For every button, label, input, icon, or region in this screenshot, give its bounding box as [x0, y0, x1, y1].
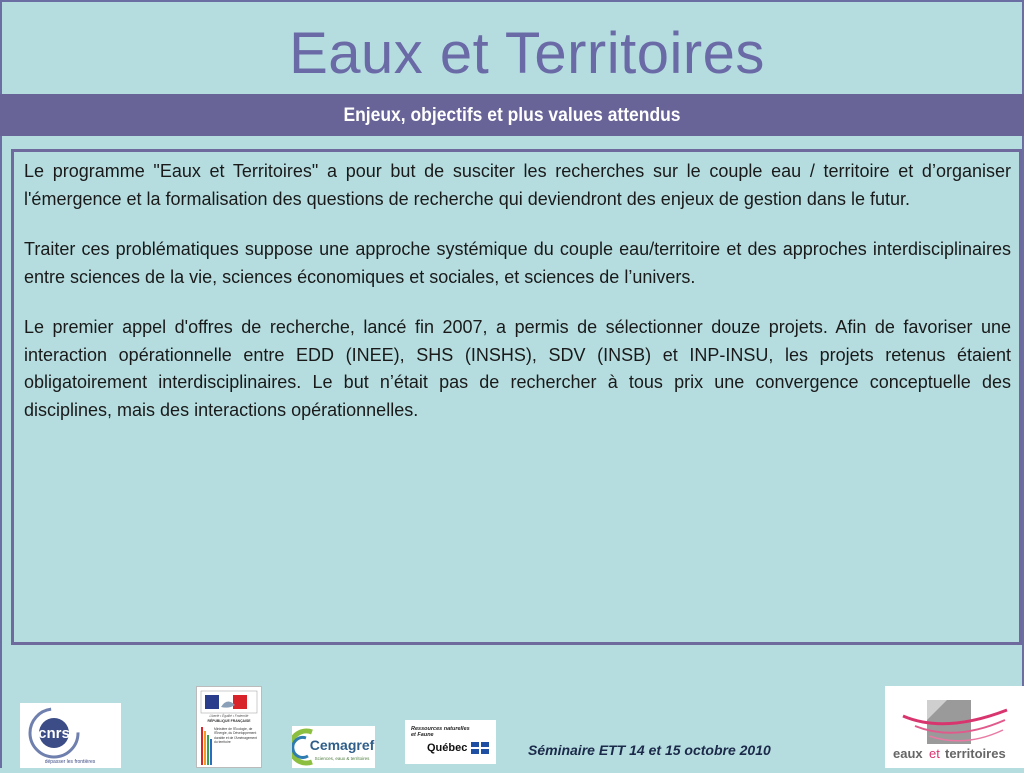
logo-word-eaux: eaux — [893, 746, 923, 761]
quebec-logo-graphic — [405, 720, 496, 764]
cnrs-logo — [20, 703, 121, 768]
cemagref-tagline: Sciences, eaux & territoires — [314, 756, 370, 761]
cemagref-logo — [292, 726, 375, 768]
cemagref-logo-graphic — [292, 726, 375, 768]
quebec-line1: Ressources naturelles — [411, 726, 470, 732]
ministere-motto: Liberté • Égalité • Fraternité — [209, 714, 249, 718]
cnrs-text: cnrs — [38, 725, 70, 742]
marianne-logo-graphic — [197, 687, 261, 767]
cnrs-logo-graphic — [20, 703, 121, 768]
quebec-name: Québec — [427, 742, 468, 754]
slide-frame-top — [0, 0, 1024, 2]
ministere-republic: RÉPUBLIQUE FRANÇAISE — [207, 719, 251, 723]
ministere-logo — [196, 686, 262, 768]
cnrs-tagline: dépasser les frontières — [44, 759, 96, 765]
cemagref-name: Cemagref — [309, 737, 375, 753]
eaux-territoires-logo-graphic — [885, 686, 1024, 768]
paragraph-1: Le programme "Eaux et Territoires" a pour but de susciter les recherches sur le couple eau / territoire et d’organiser l'émergence et la formalisation des questions de recherche qui deviendront des enjeux de gestion dans le futur. — [24, 161, 1011, 209]
logo-word-et: et — [929, 746, 940, 761]
paragraph-2: Traiter ces problématiques suppose une approche systémique du couple eau/territoire et des approches interdisciplinaires entre sciences de la vie, sciences économiques et sociales, et sciences de l’univers. — [24, 239, 1011, 287]
subtitle-banner — [0, 94, 1024, 136]
slide-subtitle: Enjeux, objectifs et plus values attendus — [343, 105, 681, 126]
quebec-flag-icon — [471, 742, 489, 754]
slide-title: Eaux et Territoires — [289, 21, 765, 86]
quebec-logo — [405, 720, 496, 764]
quebec-line2: et Faune — [411, 732, 434, 738]
ministere-body: Ministère de l'Écologie, de l'Énergie, du Développement durable et de l'Aménagement du territoire — [214, 727, 257, 744]
footer-caption: Séminaire ETT 14 et 15 octobre 2010 — [528, 742, 771, 758]
content-box — [11, 149, 1022, 645]
eaux-territoires-logo — [885, 686, 1024, 768]
logo-word-territoires: territoires — [945, 746, 1006, 761]
paragraph-3: Le premier appel d'offres de recherche, lancé fin 2007, a permis de sélectionner douze projets. Afin de favoriser une interaction opérationnelle entre EDD (INEE), SHS (INSHS), SDV (INSB) et INP-INSU, les projets retenus étaient obligatoirement interdisciplinaires. Le but n’était pas de rechercher à tous prix une convergence conceptuelle des disciplines, mais des interactions opérationnelles. — [24, 317, 1011, 420]
